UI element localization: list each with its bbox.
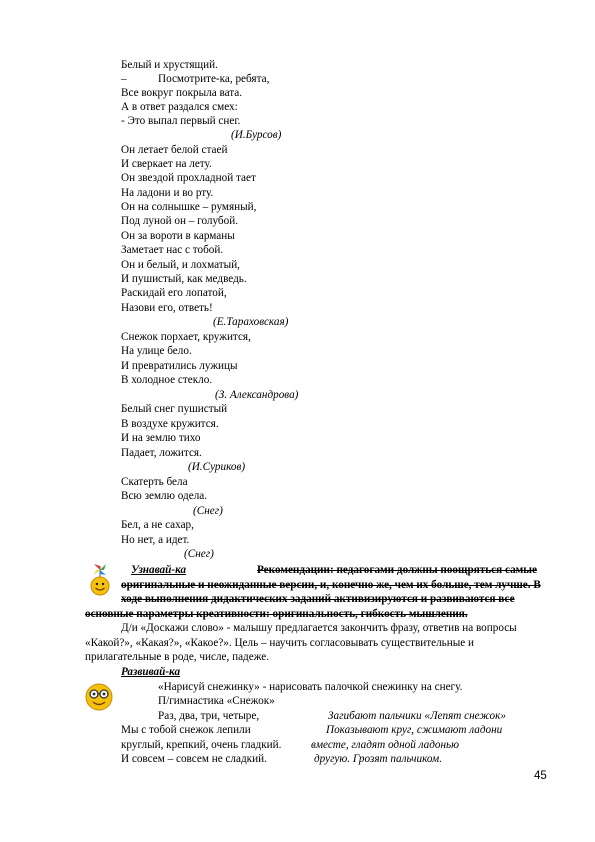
poem-author: (И.Бурсов)	[231, 129, 282, 141]
poem-author: (Е.Тараховская)	[213, 316, 289, 328]
poem-line: И превратились лужицы	[121, 360, 238, 372]
riddle-answer: (Снег)	[184, 548, 214, 560]
poem-line: Он за вороти в карманы	[121, 230, 235, 242]
riddle-line: Бел, а не сахар,	[121, 519, 194, 531]
poem-line: На улице бело.	[121, 345, 192, 357]
dash-mark: –	[121, 73, 127, 85]
poem-line: В воздухе кружится.	[121, 418, 219, 430]
poem-line: - Это выпал первый снег.	[121, 115, 241, 127]
glasses-smiley-icon	[82, 680, 116, 714]
activity-text: «Нарисуй снежинку» - нарисовать палочкой снежинку на снегу.	[158, 681, 463, 693]
poem-line: И сверкает на лету.	[121, 158, 212, 170]
poem-line: Он летает белой стаей	[121, 144, 228, 156]
recommendation-text: Рекомендации: педагогами должны поощряться самые	[257, 564, 537, 576]
rhyme-line: круглый, крепкий, очень гладкий.	[121, 739, 282, 751]
rhyme-line: И совсем – совсем не сладкий.	[121, 753, 267, 765]
game-description: прилагательные в роде, числе, падеже.	[85, 651, 270, 663]
recommendation-text: оригинальные и неожиданные версии, и, конечно же, чем их больше, тем лучше. В	[121, 579, 541, 591]
recommendation-text: ходе выполнения дидактических заданий активизируются и развиваются все	[121, 593, 515, 605]
poem-line: Белый снег пушистый	[121, 403, 228, 415]
poem-line: Раскидай его лопатой,	[121, 287, 227, 299]
poem-author: (З. Александрова)	[215, 389, 299, 401]
riddle-line: Скатерть бела	[121, 476, 188, 488]
gymnastics-title: П/гимнастика «Снежок»	[158, 695, 275, 707]
poem-line: Он звездой прохладной тает	[121, 172, 256, 184]
poem-line: Назови его, ответь!	[121, 302, 213, 314]
poem-line: Заметает нас с тобой.	[121, 244, 224, 256]
rhyme-note: Показывают круг, сжимают ладони	[326, 724, 503, 736]
riddle-answer: (Снег)	[193, 505, 223, 517]
poem-line: И на землю тихо	[121, 432, 201, 444]
poem-line: Посмотрите-ка, ребята,	[158, 73, 270, 85]
riddle-line: Но нет, а идет.	[121, 534, 190, 546]
rhyme-line: Мы с тобой снежок лепили	[121, 724, 251, 736]
section-heading-razvivay: Развивай-ка	[121, 666, 181, 678]
game-description: «Какой?», «Какая?», «Какое?». Цель – научить согласовывать существительные и	[85, 637, 475, 649]
poem-line: В холодное стекло.	[121, 374, 213, 386]
poem-line: А в ответ раздался смех:	[121, 101, 238, 113]
riddle-line: Всю землю одела.	[121, 490, 208, 502]
poem-author: (И.Суриков)	[188, 461, 246, 473]
rhyme-note: Загибают пальчики «Лепят снежок»	[328, 710, 506, 722]
poem-line: Падает, ложится.	[121, 447, 202, 459]
game-description: Д/и «Доскажи слово» - малышу предлагается закончить фразу, ответив на вопросы	[121, 622, 517, 634]
poem-line: Он на солнышке – румяный,	[121, 201, 257, 213]
rhyme-note: вместе, гладят одной ладонью	[311, 739, 460, 751]
pinwheel-smiley-icon	[84, 562, 116, 596]
poem-line: И пушистый, как медведь.	[121, 273, 247, 285]
rhyme-line: Раз, два, три, четыре,	[158, 710, 260, 722]
recommendation-text: основные параметры креативности: оригинальность, гибкость мышления.	[85, 608, 468, 620]
poem-line: Снежок порхает, кружится,	[121, 331, 251, 343]
section-heading-uznavay: Узнавай-ка	[131, 564, 187, 576]
poem-line: Белый и хрустящий.	[121, 59, 218, 71]
poem-line: Под луной он – голубой.	[121, 215, 239, 227]
poem-line: На ладони и во рту.	[121, 187, 214, 199]
poem-line: Он и белый, и лохматый,	[121, 259, 240, 271]
poem-line: Все вокруг покрыла вата.	[121, 87, 243, 99]
page-number: 45	[534, 770, 547, 782]
rhyme-note: другую. Грозят пальчиком.	[314, 753, 442, 765]
